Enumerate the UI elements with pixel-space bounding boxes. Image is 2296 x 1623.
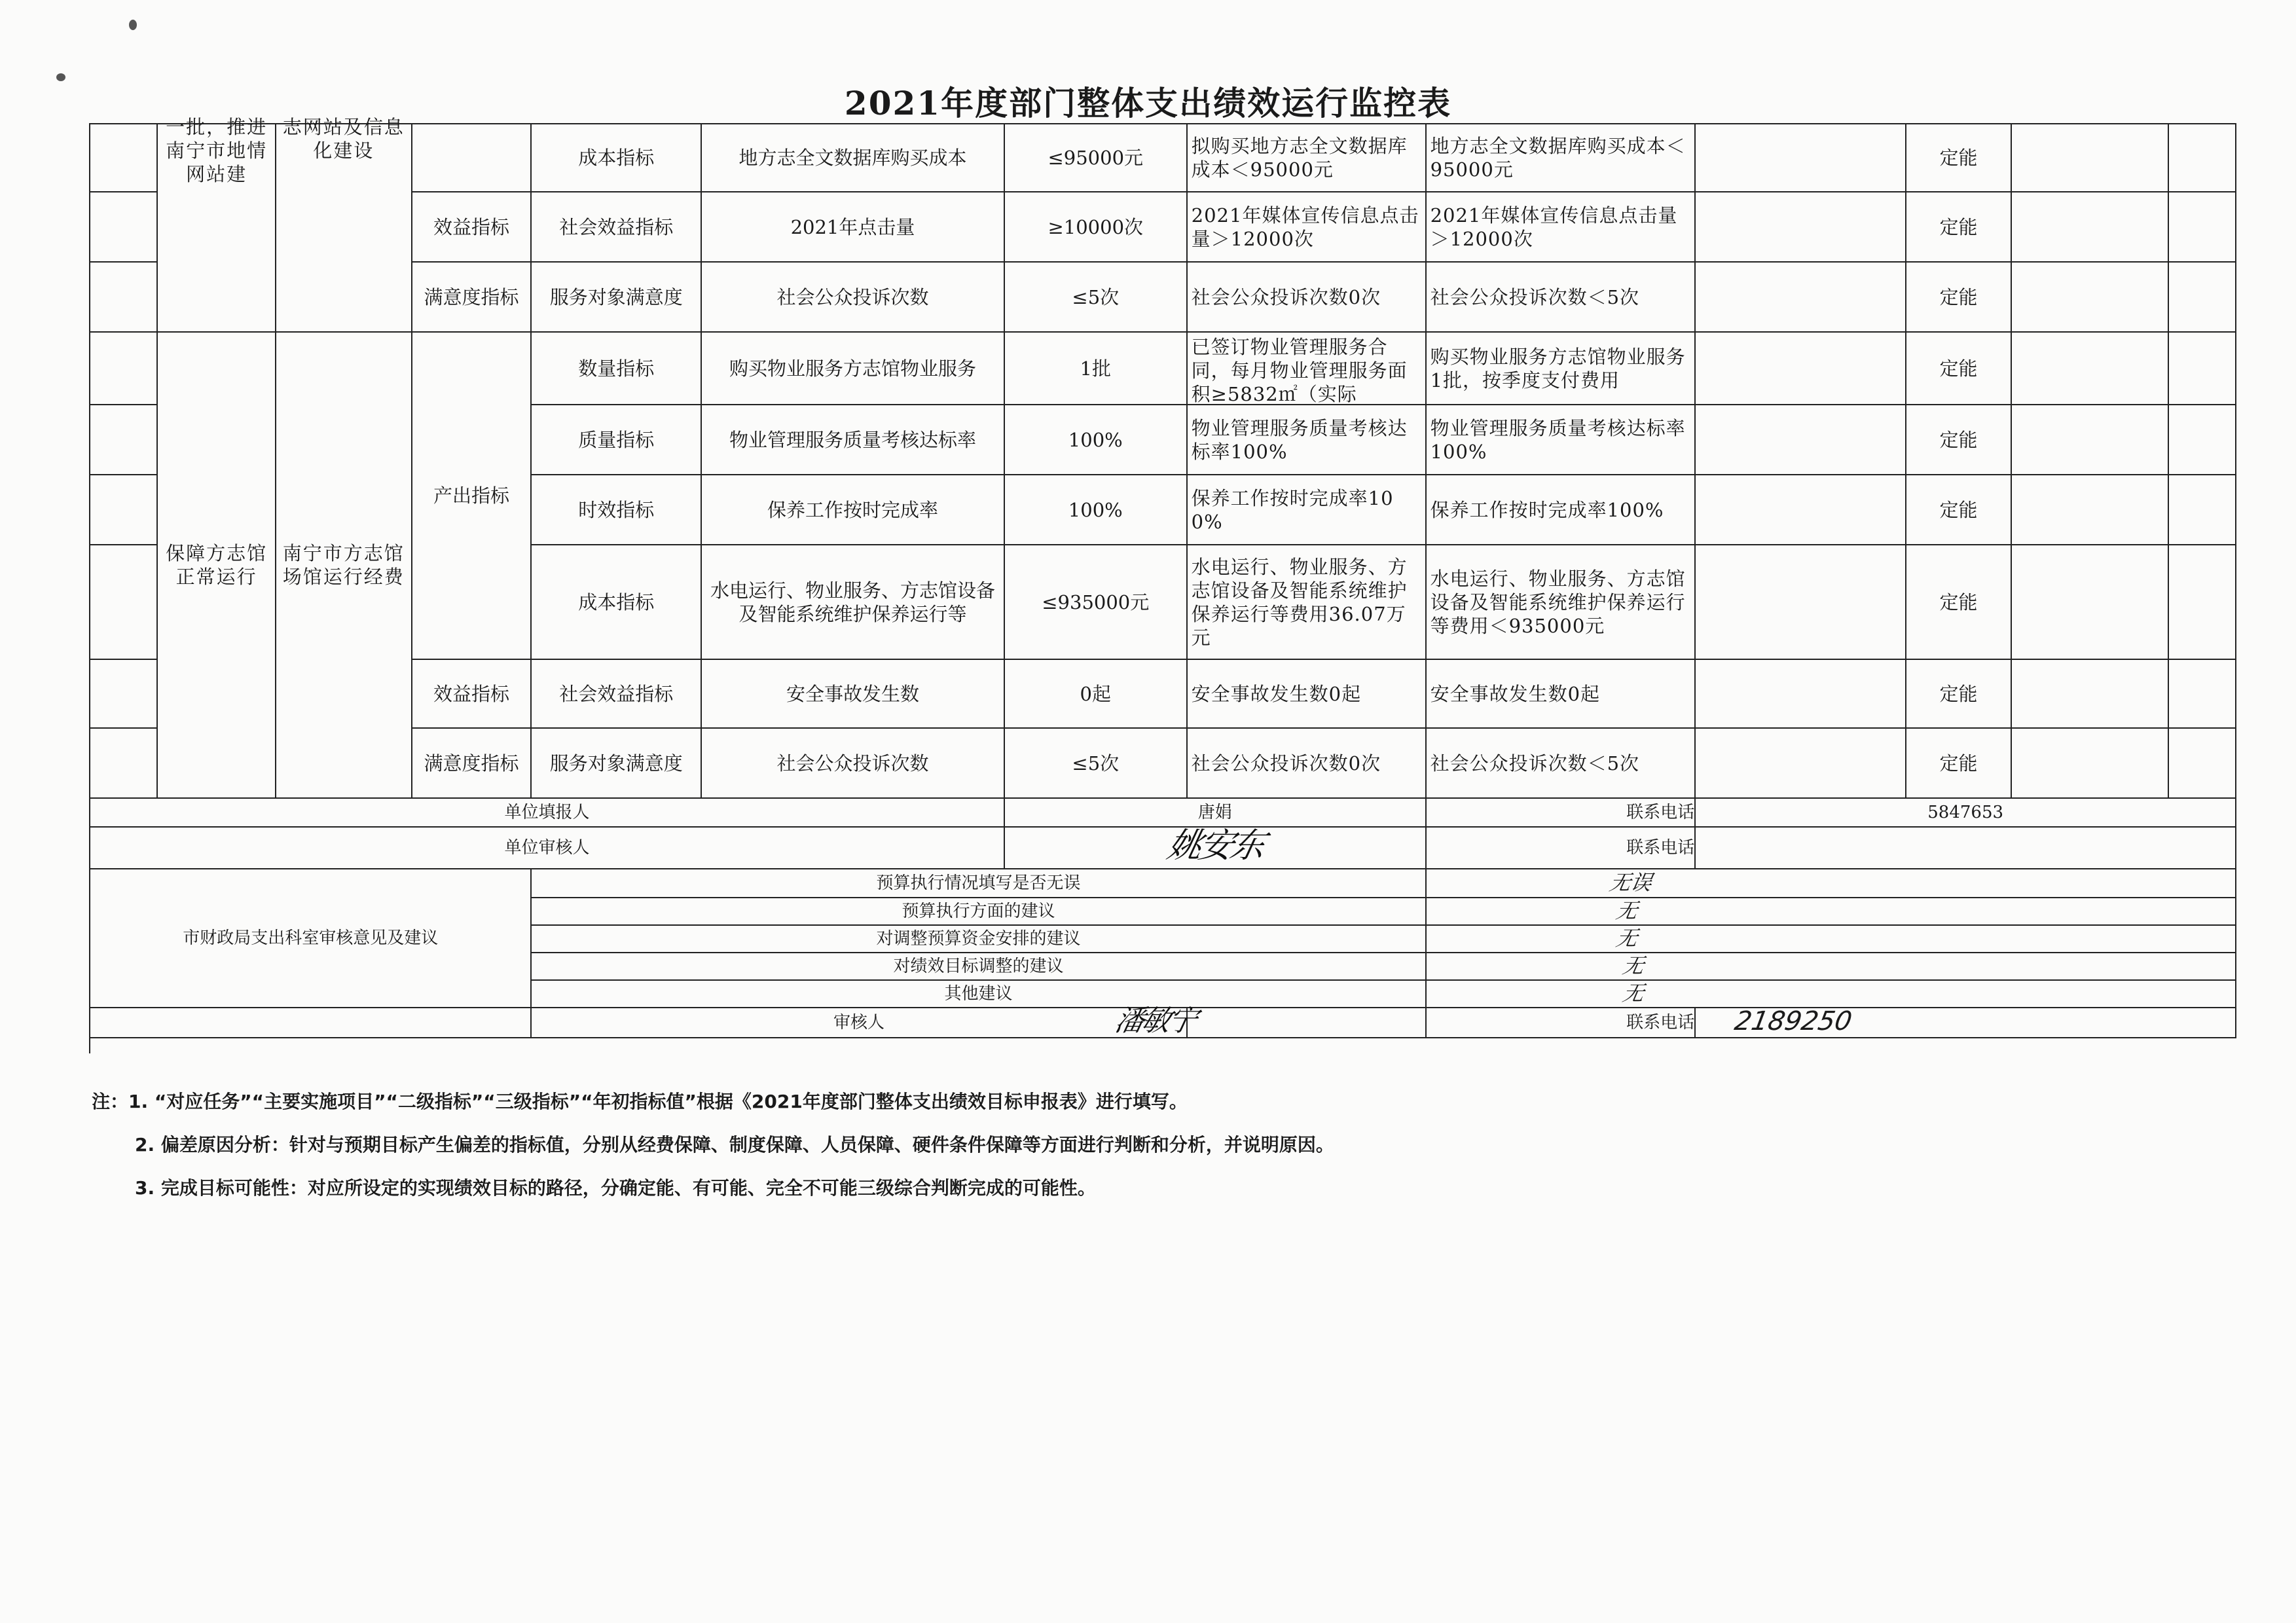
expected-cell: 水电运行、物业服务、方志馆设备及智能系统维护保养运行等费用＜935000元	[1426, 545, 1696, 659]
indicator-cell: 安全事故发生数	[701, 659, 1004, 728]
finance-label: 市财政局支出科室审核意见及建议	[90, 869, 531, 1008]
expected-cell: 保养工作按时完成率100%	[1426, 475, 1696, 545]
deviation-cell	[1695, 192, 1905, 262]
l3-cell: 时效指标	[531, 475, 701, 545]
target-cell: 0起	[1004, 659, 1187, 728]
reviewer-phone-label: 联系电话	[1426, 827, 1696, 869]
possibility-cell: 定能	[1906, 659, 2012, 728]
reason-cell	[2011, 405, 2168, 475]
l2-cell: 效益指标	[412, 192, 532, 262]
progress-cell: 拟购买地方志全文数据库成本＜95000元	[1187, 124, 1426, 192]
possibility-cell: 定能	[1906, 192, 2012, 262]
remark-cell	[2168, 545, 2236, 659]
deviation-cell	[1695, 475, 1905, 545]
reason-cell	[2011, 124, 2168, 192]
progress-cell: 社会公众投诉次数0次	[1187, 728, 1426, 798]
cell-empty	[90, 192, 157, 262]
target-cell: ≤5次	[1004, 728, 1187, 798]
cell-empty	[90, 1008, 531, 1038]
table-bottom-row	[90, 1038, 2236, 1053]
possibility-cell: 定能	[1906, 545, 2012, 659]
target-cell: 100%	[1004, 475, 1187, 545]
remark-cell	[2168, 475, 2236, 545]
reason-cell	[2011, 192, 2168, 262]
cell-empty	[90, 728, 157, 798]
task-cell: 一批，推进南宁市地情网站建	[157, 124, 276, 332]
expected-cell: 物业管理服务质量考核达标率100%	[1426, 405, 1696, 475]
expected-cell: 购买物业服务方志馆物业服务1批，按季度支付费用	[1426, 332, 1696, 405]
note-2: 2. 偏差原因分析：针对与预期目标产生偏差的指标值，分别从经费保障、制度保障、人员保障、硬件条件保障等方面进行判断和分析，并说明原因。	[135, 1134, 1334, 1156]
auditor-signature	[1112, 1004, 1426, 1038]
possibility-cell: 定能	[1906, 124, 2012, 192]
l3-cell: 服务对象满意度	[531, 728, 701, 798]
possibility-cell: 定能	[1906, 332, 2012, 405]
remark-cell	[2168, 124, 2236, 192]
indicator-cell: 社会公众投诉次数	[701, 728, 1004, 798]
auditor-signature-text: 潘敏宁	[1112, 1004, 1198, 1038]
reason-cell	[2011, 545, 2168, 659]
filler-phone-label: 联系电话	[1426, 798, 1696, 827]
expected-cell: 社会公众投诉次数＜5次	[1426, 728, 1696, 798]
indicator-cell: 2021年点击量	[701, 192, 1004, 262]
page-title: 2021年度部门整体支出绩效运行监控表	[844, 84, 1452, 122]
deviation-cell	[1695, 728, 1905, 798]
indicator-cell: 物业管理服务质量考核达标率	[701, 405, 1004, 475]
progress-cell: 2021年媒体宣传信息点击量＞12000次	[1187, 192, 1426, 262]
possibility-cell: 定能	[1906, 262, 2012, 332]
cell-empty	[90, 659, 157, 728]
reason-cell	[2011, 332, 2168, 405]
auditor-label: 审核人	[531, 1008, 1186, 1038]
cell-empty	[90, 475, 157, 545]
progress-cell: 已签订物业管理服务合同，每月物业管理服务面积≥5832㎡（实际	[1187, 332, 1426, 405]
progress-cell: 保养工作按时完成率100%	[1187, 475, 1426, 545]
cell-empty	[90, 262, 157, 332]
expected-cell: 2021年媒体宣传信息点击量＞12000次	[1426, 192, 1696, 262]
opinion-answer: 无误	[1426, 869, 2236, 898]
progress-cell: 物业管理服务质量考核达标率100%	[1187, 405, 1426, 475]
remark-cell	[2168, 192, 2236, 262]
target-cell: ≤5次	[1004, 262, 1187, 332]
l3-cell: 质量指标	[531, 405, 701, 475]
expected-cell: 社会公众投诉次数＜5次	[1426, 262, 1696, 332]
opinion-answer: 无	[1426, 980, 2236, 1008]
reviewer-signature	[1004, 827, 1426, 869]
expected-cell: 安全事故发生数0起	[1426, 659, 1696, 728]
opinion-answer: 无	[1426, 898, 2236, 925]
cell-empty	[90, 405, 157, 475]
l2-cell	[412, 124, 532, 192]
indicator-cell: 购买物业服务方志馆物业服务	[701, 332, 1004, 405]
note-3: 3. 完成目标可能性：对应所设定的实现绩效目标的路径，分确定能、有可能、完全不可能三级综合判断完成的可能性。	[135, 1177, 1096, 1199]
indicator-cell: 地方志全文数据库购买成本	[701, 124, 1004, 192]
l2-cell: 满意度指标	[412, 262, 532, 332]
progress-cell: 社会公众投诉次数0次	[1187, 262, 1426, 332]
project-cell: 南宁市方志馆场馆运行经费	[276, 332, 411, 798]
deviation-cell	[1695, 124, 1905, 192]
notes	[92, 1080, 1334, 1210]
remark-cell	[2168, 332, 2236, 405]
indicator-cell: 水电运行、物业服务、方志馆设备及智能系统维护保养运行等	[701, 545, 1004, 659]
l3-cell: 数量指标	[531, 332, 701, 405]
opinion-question: 其他建议	[531, 980, 1425, 1008]
reason-cell	[2011, 728, 2168, 798]
deviation-cell	[1695, 659, 1905, 728]
progress-cell: 安全事故发生数0起	[1187, 659, 1426, 728]
deviation-cell	[1695, 405, 1905, 475]
remark-cell	[2168, 262, 2236, 332]
remark-cell	[2168, 405, 2236, 475]
remark-cell	[2168, 728, 2236, 798]
filler-name: 唐娟	[1004, 798, 1426, 827]
reason-cell	[2011, 475, 2168, 545]
auditor-phone: 2189250	[1695, 1008, 2236, 1038]
l2-cell: 产出指标	[412, 332, 532, 659]
possibility-cell: 定能	[1906, 475, 2012, 545]
target-cell: 1批	[1004, 332, 1187, 405]
cell-empty	[90, 124, 157, 192]
opinion-answer: 无	[1426, 925, 2236, 953]
deviation-cell	[1695, 332, 1905, 405]
auditor-phone-label: 联系电话	[1426, 1008, 1696, 1038]
l3-cell: 社会效益指标	[531, 192, 701, 262]
l2-cell: 效益指标	[412, 659, 532, 728]
reviewer-label: 单位审核人	[90, 827, 1004, 869]
filler-phone: 5847653	[1695, 798, 2236, 827]
reviewer-signature-text: 姚安东	[1163, 826, 1267, 866]
possibility-cell: 定能	[1906, 728, 2012, 798]
deviation-cell	[1695, 262, 1905, 332]
reason-cell	[2011, 262, 2168, 332]
cell-empty	[90, 332, 157, 405]
l3-cell: 服务对象满意度	[531, 262, 701, 332]
l3-cell: 社会效益指标	[531, 659, 701, 728]
reviewer-phone	[1695, 827, 2236, 869]
l3-cell: 成本指标	[531, 545, 701, 659]
scan-speck	[129, 20, 137, 30]
deviation-cell	[1695, 545, 1905, 659]
opinion-question: 对调整预算资金安排的建议	[531, 925, 1425, 953]
possibility-cell: 定能	[1906, 405, 2012, 475]
target-cell: ≥10000次	[1004, 192, 1187, 262]
project-cell: 志网站及信息化建设	[276, 124, 411, 332]
target-cell: 100%	[1004, 405, 1187, 475]
target-cell: ≤95000元	[1004, 124, 1187, 192]
indicator-cell: 社会公众投诉次数	[701, 262, 1004, 332]
task-cell: 保障方志馆正常运行	[157, 332, 276, 798]
opinion-question: 对绩效目标调整的建议	[531, 953, 1425, 980]
remark-cell	[2168, 659, 2236, 728]
opinion-question: 预算执行情况填写是否无误	[531, 869, 1425, 898]
indicator-cell: 保养工作按时完成率	[701, 475, 1004, 545]
l2-cell: 满意度指标	[412, 728, 532, 798]
expected-cell: 地方志全文数据库购买成本＜95000元	[1426, 124, 1696, 192]
cell-empty	[90, 545, 157, 659]
opinion-question: 预算执行方面的建议	[531, 898, 1425, 925]
opinion-answer: 无	[1426, 953, 2236, 980]
reason-cell	[2011, 659, 2168, 728]
l3-cell: 成本指标	[531, 124, 701, 192]
target-cell: ≤935000元	[1004, 545, 1187, 659]
filler-label: 单位填报人	[90, 798, 1004, 827]
note-1: 注：1. “对应任务”“主要实施项目”“二级指标”“三级指标”“年初指标值”根据《2021年度部门整体支出绩效目标申报表》进行填写。	[92, 1091, 1188, 1112]
performance-monitor-table	[89, 116, 2236, 1053]
progress-cell: 水电运行、物业服务、方志馆设备及智能系统维护保养运行等费用36.07万元	[1187, 545, 1426, 659]
